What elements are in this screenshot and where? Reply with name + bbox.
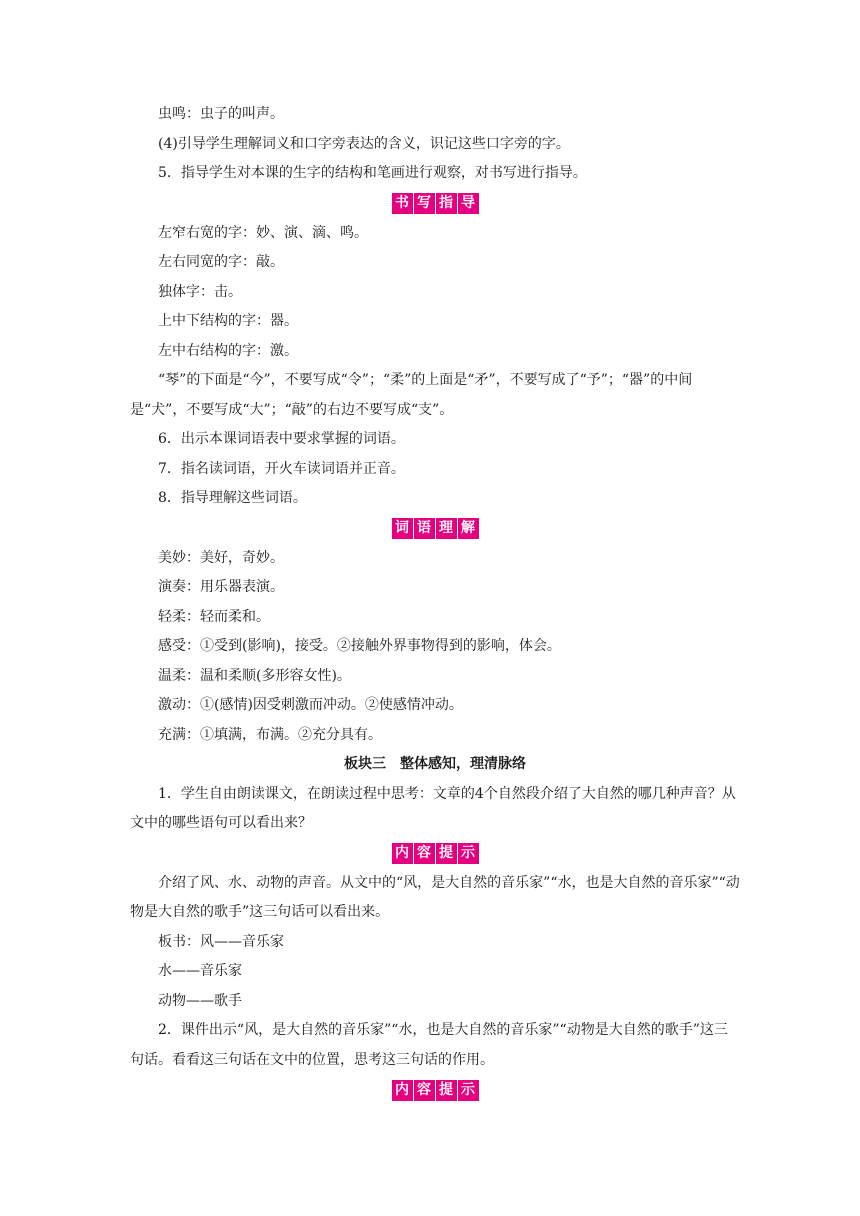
content-body	[130, 100, 740, 1105]
badge-word-understanding	[130, 514, 740, 544]
writing-item: 独体字：击。	[158, 283, 242, 300]
badge-char: 提	[436, 843, 457, 864]
badge-char: 容	[414, 1080, 435, 1101]
word-item: 演奏：用乐器表演。	[158, 579, 284, 595]
section-heading: 板块三 整体感知，理清脉络	[344, 756, 526, 772]
badge-char: 写	[414, 193, 435, 214]
step-line: 6．出示本课词语表中要求掌握的词语。	[158, 431, 405, 447]
badge-char: 内	[392, 843, 413, 864]
badge-char: 容	[414, 843, 435, 864]
text-line: 虫鸣：虫子的叫声。	[158, 106, 284, 122]
answer-1: 介绍了风、水、动物的声音。从文中的“风，是大自然的音乐家”“水，也是大自然的音乐家”“动物是大自然的歌手”这三句话可以看出来。	[130, 874, 740, 920]
writing-item: 左右同宽的字：敲。	[158, 254, 284, 270]
badge-writing-guide	[130, 189, 740, 219]
badge-char: 解	[458, 518, 479, 539]
badge-char: 示	[458, 1080, 479, 1101]
word-item: 轻柔：轻而柔和。	[158, 608, 270, 625]
word-item: 激动：①(感情)因受刺激而冲动。②使感情冲动。	[158, 697, 463, 713]
writing-item: 左窄右宽的字：妙、演、滴、鸣。	[158, 224, 368, 241]
step-line: 7．指名读词语，开火车读词语并正音。	[158, 460, 405, 477]
badge-char: 理	[436, 518, 457, 539]
question-2: 2．课件出示“风，是大自然的音乐家”“水，也是大自然的音乐家”“动物是大自然的歌手”这三句话。看看这三句话在文中的位置，思考这三句话的作用。	[130, 1022, 728, 1068]
text-line: 5．指导学生对本课的生字的结构和笔画进行观察，对书写进行指导。	[158, 165, 587, 181]
badge-char: 示	[458, 843, 479, 864]
writing-item: 上中下结构的字：器。	[158, 313, 298, 329]
badge-char: 词	[392, 518, 413, 539]
badge-char: 提	[436, 1080, 457, 1101]
badge-char: 内	[392, 1080, 413, 1101]
word-item: 温柔：温和柔顺(多形容女性)。	[158, 667, 351, 684]
board-line: 水——音乐家	[158, 963, 242, 979]
word-item: 感受：①受到(影响)，接受。②接触外界事物得到的影响，体会。	[158, 638, 561, 654]
board-line: 动物——歌手	[158, 992, 242, 1009]
badge-char: 书	[392, 193, 413, 214]
question-1: 1．学生自由朗读课文，在朗读过程中思考：文章的4个自然段介绍了大自然的哪几种声音？从文中的哪些语句可以看出来？	[130, 785, 736, 831]
board-line: 板书：风——音乐家	[158, 933, 284, 950]
badge-char: 导	[458, 193, 479, 214]
badge-char: 语	[414, 518, 435, 539]
text-line: (4)引导学生理解词义和口字旁表达的含义，识记这些口字旁的字。	[158, 135, 570, 152]
badge-content-hint-2	[130, 1075, 740, 1105]
word-item: 充满：①填满，布满。②充分具有。	[158, 726, 382, 743]
writing-note: “琴”的下面是“今”，不要写成“令”；“柔”的上面是“矛”，不要写成了“予”；“器”的中间是“犬”，不要写成“大”；“敲”的右边不要写成“支”。	[130, 372, 693, 418]
badge-char: 指	[436, 193, 457, 214]
word-item: 美妙：美好，奇妙。	[158, 549, 284, 566]
badge-content-hint	[130, 839, 740, 869]
step-line: 8．指导理解这些词语。	[158, 490, 307, 506]
writing-item: 左中右结构的字：激。	[158, 342, 298, 359]
